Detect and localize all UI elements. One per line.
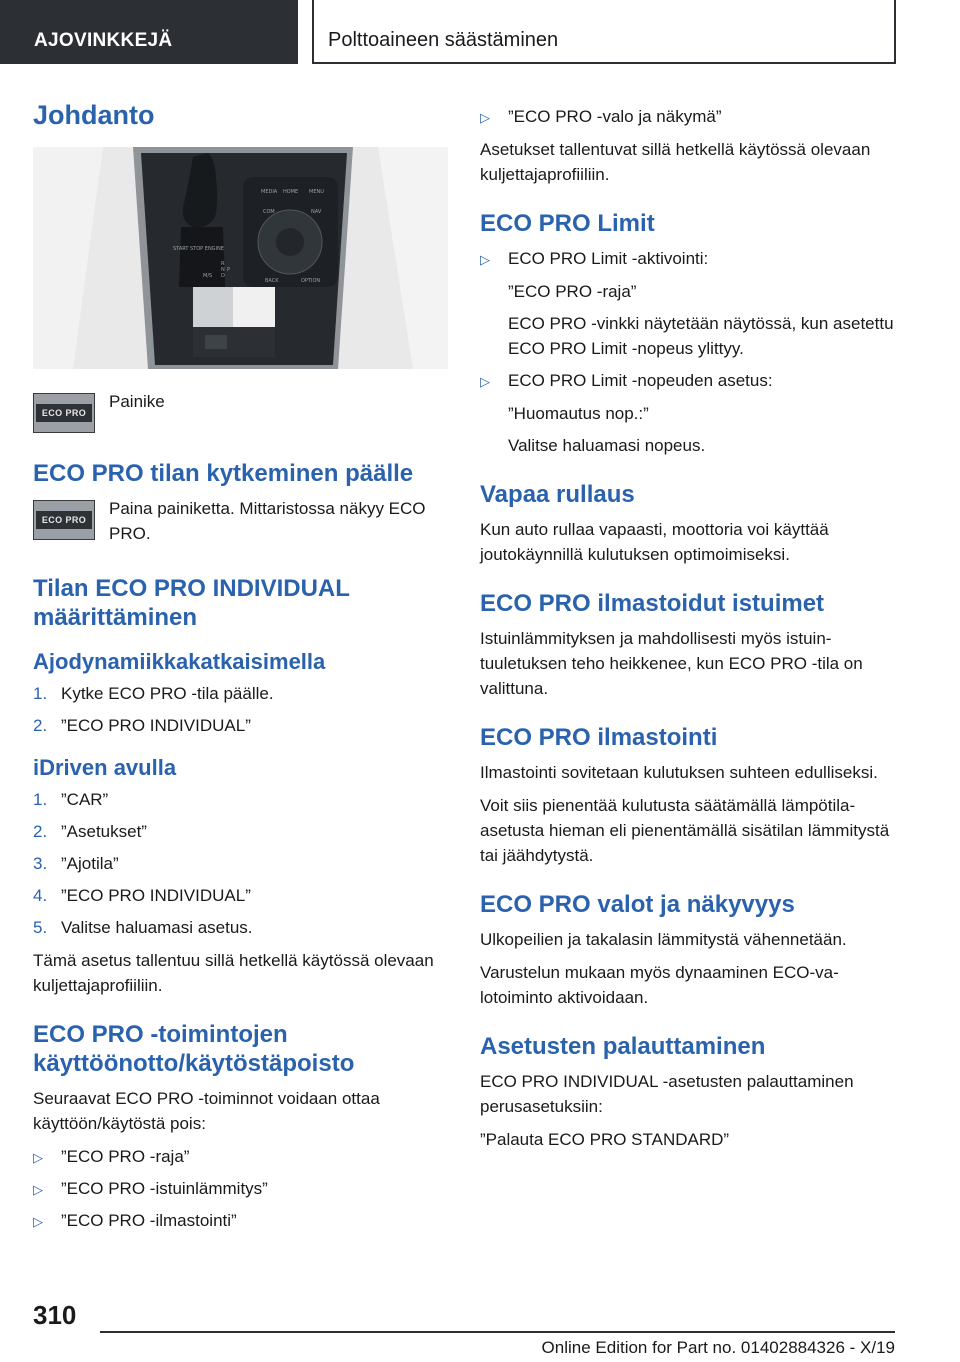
list-item: 2. ”ECO PRO INDIVIDUAL” (33, 716, 251, 735)
idrive-note: Tämä asetus tallentuu sillä hetkellä käytössä olevaan kuljettajaprofiiliin. (33, 951, 434, 995)
triangle-bullet-icon: ▷ (33, 1214, 43, 1229)
lights-text-1: Ulkopeilien ja takalasin lämmitystä vähennetään. (480, 930, 847, 949)
eco-pro-button-label-2: ECO PRO (36, 511, 92, 529)
coast-text: Kun auto rullaa vapaasti, moottoria voi käyttää joutokäynnillä kulutuksen optimoimiseksi. (480, 520, 829, 564)
photo-label-n: N (221, 267, 225, 273)
photo-label-r: R (221, 261, 225, 267)
list-item: 3. ”Ajotila” (33, 854, 119, 873)
photo-label-option: OPTION (301, 278, 321, 284)
gear-console-illustration (33, 147, 448, 369)
photo-label-nav: NAV (311, 209, 322, 215)
activate-row (33, 496, 448, 546)
activate-heading: ECO PRO tilan kytkeminen päälle (33, 460, 414, 487)
triangle-bullet-icon: ▷ (33, 1182, 43, 1197)
top-list (480, 104, 895, 129)
eco-pro-button-image (33, 393, 95, 433)
photo-label-media: MEDIA (261, 189, 278, 195)
reset-text-1: ECO PRO INDIVIDUAL -asetusten palauttaminen perusasetuksiin: (480, 1072, 854, 1116)
limit-list (480, 246, 895, 271)
limit-item1-sub1: ”ECO PRO -raja” (508, 282, 637, 301)
button-caption: Painike (109, 392, 165, 411)
list-item: ▷ ECO PRO Limit -nopeuden asetus: (480, 368, 895, 393)
triangle-bullet-icon: ▷ (33, 1150, 43, 1165)
limit-item2-sub2: Valitse haluamasi nopeus. (508, 436, 706, 455)
individual-heading: Tilan ECO PRO INDIVIDUAL määrittäminen (33, 575, 350, 631)
functions-list (33, 1144, 448, 1233)
lights-text-2: Varustelun mukaan myös dynaaminen ECO-valotoiminto aktivoidaan. (480, 963, 839, 1007)
list-item: 1. ”CAR” (33, 790, 109, 809)
triangle-bullet-icon: ▷ (480, 252, 490, 267)
footer-divider (100, 1331, 895, 1333)
limit-heading: ECO PRO Limit (480, 210, 655, 237)
left-column (33, 96, 448, 1241)
header-chapter-tab: Polttoaineen säästäminen (312, 0, 896, 64)
photo-label-home: HOME (283, 189, 299, 195)
photo-label-com: COM (263, 209, 275, 215)
idrive-heading: iDriven avulla (33, 755, 177, 780)
top-text: Asetukset tallentuvat sillä hetkellä käytössä olevaan kuljettajaprofiiliin. (480, 140, 871, 184)
lights-heading: ECO PRO valot ja näkyvyys (480, 891, 795, 918)
functions-text: Seuraavat ECO PRO -toiminnot voidaan ottaa käyttöön/käytöstä pois: (33, 1089, 380, 1133)
list-item: ▷ ”ECO PRO -raja” (33, 1144, 448, 1169)
climate-text-2: Voit siis pienentää kulutusta säätämällä lämpötila-asetusta hieman eli pienentämällä sisätilan lämmitystä tai jäähdytystä. (480, 796, 890, 865)
list-item: 1. Kytke ECO PRO -tila päälle. (33, 684, 274, 703)
climate-heading: ECO PRO ilmastointi (480, 724, 718, 751)
reset-heading: Asetusten palauttaminen (480, 1033, 766, 1060)
button-caption-row (33, 389, 448, 433)
gear-console-photo (33, 147, 448, 369)
right-column (480, 104, 895, 1160)
activate-text: Paina painiketta. Mittaristossa näkyy ECO PRO. (109, 499, 426, 543)
switch-steps (33, 681, 448, 738)
header-section-tab: AJOVINKKEJÄ (0, 0, 298, 64)
list-item: ▷ ”ECO PRO -istuinlämmitys” (33, 1176, 448, 1201)
reset-text-2: ”Palauta ECO PRO STANDARD” (480, 1130, 730, 1149)
list-item: ▷ ”ECO PRO -valo ja näkymä” (480, 104, 895, 129)
idrive-steps (33, 787, 448, 940)
photo-label-start-stop: START STOP ENGINE (173, 246, 224, 252)
list-item: 4. ”ECO PRO INDIVIDUAL” (33, 886, 251, 905)
eco-pro-button-label: ECO PRO (36, 404, 92, 422)
limit-item1-sub2: ECO PRO -vinkki näytetään näytössä, kun asetettu ECO PRO Limit -nopeus ylittyy. (508, 314, 894, 358)
photo-label-p: P (227, 267, 231, 273)
eco-pro-button-image-2 (33, 500, 95, 540)
switch-heading: Ajodynamiikkakatkaisimella (33, 649, 326, 674)
list-item: ▷ ECO PRO Limit -aktivointi: (480, 246, 895, 271)
page-number: 310 (33, 1300, 77, 1330)
intro-heading: Johdanto (33, 100, 155, 130)
triangle-bullet-icon: ▷ (480, 374, 490, 389)
photo-label-ms: M/S (203, 273, 213, 279)
seats-text: Istuinlämmityksen ja mahdollisesti myös istuintuuletuksen teho heikkenee, kun ECO PRO -tila on valittuna. (480, 629, 863, 698)
climate-text-1: Ilmastointi sovitetaan kulutuksen suhteen edulliseksi. (480, 763, 878, 782)
footer-edition: Online Edition for Part no. 01402884326 - X/19 (541, 1338, 895, 1357)
photo-label-menu: MENU (309, 189, 324, 195)
limit-list-2 (480, 368, 895, 393)
photo-label-d: D (221, 273, 225, 279)
seats-heading: ECO PRO ilmastoidut istuimet (480, 590, 825, 617)
coast-heading: Vapaa rullaus (480, 481, 635, 508)
list-item: 2. ”Asetukset” (33, 822, 147, 841)
limit-item2-sub1: ”Huomautus nop.:” (508, 404, 649, 423)
list-item: 5. Valitse haluamasi asetus. (33, 918, 253, 937)
photo-label-back: BACK (265, 278, 279, 284)
list-item: ▷ ”ECO PRO -ilmastointi” (33, 1208, 448, 1233)
functions-heading: ECO PRO -toimintojen käyttöönotto/käytöstäpoisto (33, 1021, 355, 1077)
triangle-bullet-icon: ▷ (480, 110, 490, 125)
